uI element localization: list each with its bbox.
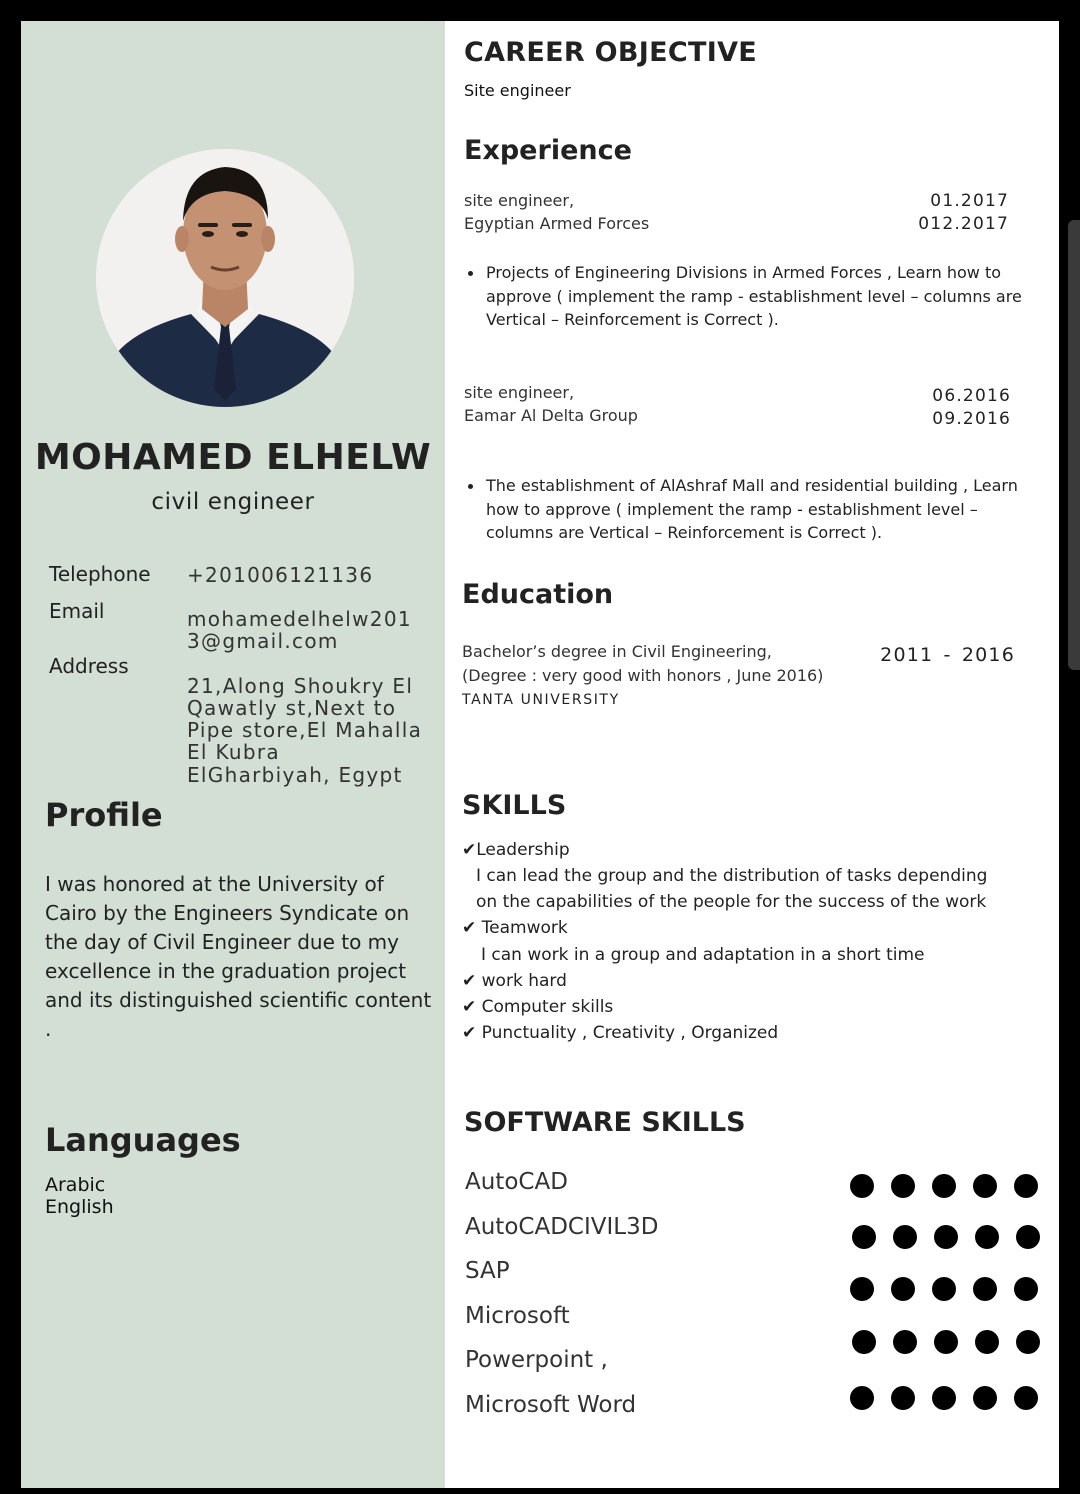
rating-dot — [852, 1225, 876, 1249]
education-university: TANTA UNIVERSITY — [462, 692, 620, 708]
skill-line: I can work in a group and adaptation in a short time — [481, 945, 925, 965]
rating-dot — [1014, 1277, 1038, 1301]
software-item: Powerpoint , — [465, 1347, 608, 1373]
job-end-date: 012.2017 — [918, 214, 1009, 234]
job-role: site engineer, — [464, 383, 575, 402]
career-objective-heading: CAREER OBJECTIVE — [464, 37, 758, 68]
job-start-date: 06.2016 — [932, 386, 1011, 406]
rating-dot — [1016, 1225, 1040, 1249]
email-label: Email — [49, 599, 105, 623]
rating-dot — [850, 1277, 874, 1301]
address-line-5: ElGharbiyah, Egypt — [187, 763, 403, 787]
resume-page — [21, 21, 1059, 1488]
software-item: SAP — [465, 1258, 510, 1284]
experience-heading: Experience — [464, 135, 632, 166]
rating-dot — [973, 1174, 997, 1198]
job-company: Egyptian Armed Forces — [464, 214, 650, 233]
job-end-date: 09.2016 — [932, 409, 1011, 429]
avatar-photo-icon — [96, 149, 354, 407]
profile-heading: Profile — [45, 796, 163, 834]
education-heading: Education — [462, 579, 614, 610]
email-value-line-1: mohamedelhelw201 — [187, 607, 412, 631]
languages-heading: Languages — [45, 1121, 241, 1159]
rating-dot — [1014, 1174, 1038, 1198]
address-label: Address — [49, 654, 129, 678]
person-name: MOHAMED ELHELW — [34, 437, 432, 478]
software-item: AutoCADCIVIL3D — [465, 1214, 659, 1240]
software-item: Microsoft Word — [465, 1392, 637, 1418]
avatar — [96, 149, 354, 407]
skill-line: ✔ work hard — [462, 971, 567, 991]
job-title: civil engineer — [151, 489, 315, 515]
rating-dot — [1016, 1330, 1040, 1354]
rating-dot — [932, 1386, 956, 1410]
skill-line: ✔ Punctuality , Creativity , Organized — [462, 1023, 779, 1043]
job-description: The establishment of AlAshraf Mall and residential building , Learn how to approve ( implement the ramp - establishment level – columns are Vertical – Reinforcement is Correct ). — [486, 474, 1026, 545]
rating-dot — [932, 1277, 956, 1301]
skill-line: ✔ Computer skills — [462, 997, 614, 1017]
rating-dot — [852, 1330, 876, 1354]
job-description: Projects of Engineering Divisions in Armed Forces , Learn how to approve ( implement the ramp - establishment level – columns are Vertical – Reinforcement is Correct ). — [486, 261, 1026, 332]
profile-text: I was honored at the University of Cairo by the Engineers Syndicate on the day of Civil Engineer due to my excellence in the graduation project and its distinguished scientific content . — [45, 872, 432, 1041]
rating-dot — [850, 1386, 874, 1410]
address-line-3: Pipe store,El Mahalla — [187, 718, 423, 742]
rating-dot — [891, 1386, 915, 1410]
career-objective-text: Site engineer — [464, 81, 571, 100]
rating-dot — [932, 1174, 956, 1198]
right-column — [445, 21, 1059, 1488]
address-line-4: El Kubra — [187, 740, 280, 764]
skill-line: on the capabilities of the people for the success of the work — [476, 892, 987, 912]
job-role: site engineer, — [464, 191, 575, 210]
rating-dot — [850, 1174, 874, 1198]
education-grade: (Degree : very good with honors , June 2016) — [462, 666, 824, 685]
rating-dot — [891, 1174, 915, 1198]
rating-dot — [934, 1225, 958, 1249]
rating-dot — [973, 1277, 997, 1301]
telephone-value: +201006121136 — [187, 563, 374, 587]
skills-heading: SKILLS — [462, 790, 567, 821]
rating-dot — [975, 1330, 999, 1354]
rating-dot — [891, 1277, 915, 1301]
job-start-date: 01.2017 — [930, 191, 1009, 211]
address-line-2: Qawatly st,Next to — [187, 696, 397, 720]
skill-line: ✔Leadership — [462, 840, 570, 860]
software-skills-heading: SOFTWARE SKILLS — [464, 1107, 746, 1138]
rating-dot — [973, 1386, 997, 1410]
language-item: Arabic — [45, 1174, 106, 1196]
education-years: 2011 - 2016 — [880, 644, 1015, 666]
telephone-label: Telephone — [49, 562, 151, 586]
scrollbar-handle[interactable] — [1068, 220, 1080, 670]
email-value-line-2: 3@gmail.com — [187, 629, 339, 653]
rating-dot — [893, 1330, 917, 1354]
rating-dot — [893, 1225, 917, 1249]
address-line-1: 21,Along Shoukry El — [187, 674, 414, 698]
rating-dot — [1014, 1386, 1038, 1410]
left-column — [21, 21, 445, 1488]
language-item: English — [45, 1196, 114, 1218]
software-item: Microsoft — [465, 1303, 570, 1329]
software-item: AutoCAD — [465, 1169, 568, 1195]
skill-line: ✔ Teamwork — [462, 918, 568, 938]
job-company: Eamar Al Delta Group — [464, 406, 638, 425]
education-degree: Bachelor’s degree in Civil Engineering, — [462, 642, 772, 661]
rating-dot — [934, 1330, 958, 1354]
skill-line: I can lead the group and the distribution of tasks depending — [476, 866, 988, 886]
rating-dot — [975, 1225, 999, 1249]
